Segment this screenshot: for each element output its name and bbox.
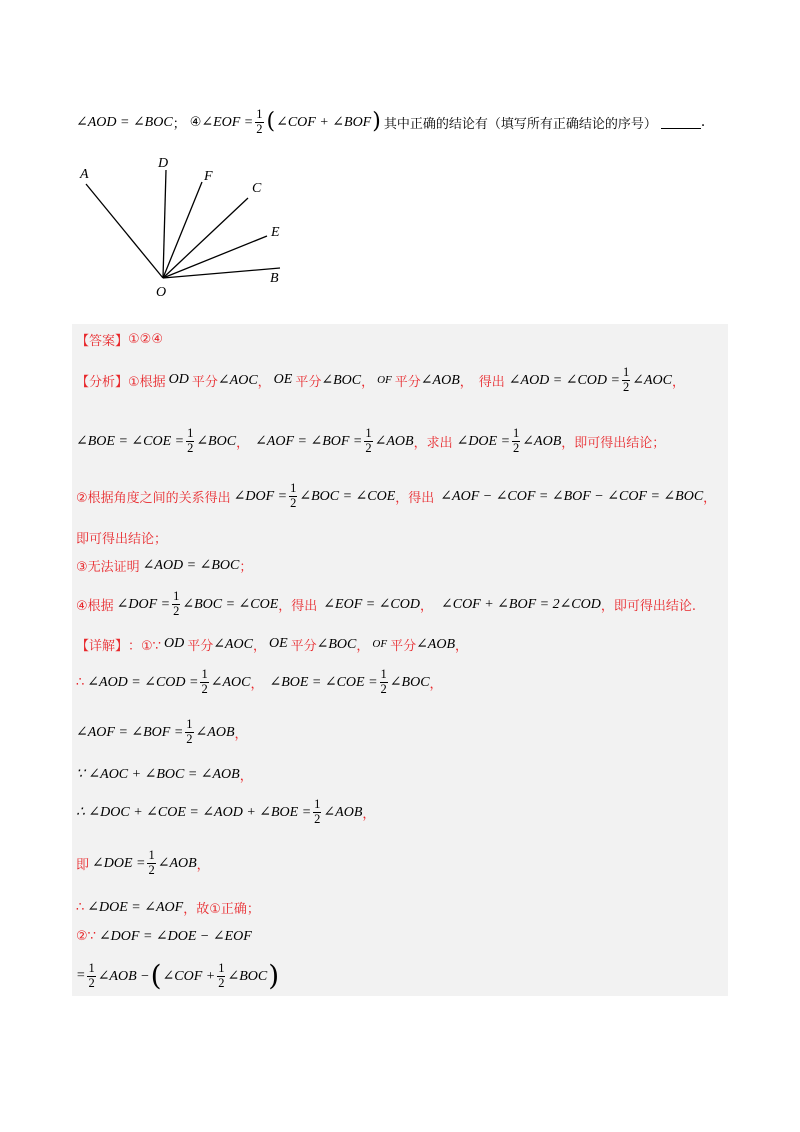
fraction-half: $\frac{1}{2}$ — [201, 667, 208, 696]
angle-aoc: ∠AOC — [213, 636, 253, 652]
equation: ∵ ∠AOC + ∠BOC = ∠AOB — [76, 766, 240, 782]
eq-aod-boc: ∠AOD = ∠BOC — [76, 114, 173, 130]
detail-line-5 — [76, 794, 375, 830]
comma: ， — [236, 435, 250, 451]
comma: ， — [257, 374, 271, 390]
fraction-half: $\frac{1}{2}$ — [186, 717, 193, 746]
ray-od — [163, 170, 166, 278]
derive-text: 得出 — [478, 374, 505, 390]
because-text: ②∵ — [76, 928, 96, 944]
comma: ， — [250, 676, 264, 692]
conclusion-text: ，即可得出结论； — [561, 435, 666, 451]
equation: ∠DOE = — [456, 433, 511, 449]
equation: ∠AOF = ∠BOF = — [76, 724, 184, 740]
analysis-text: ④根据 — [76, 598, 114, 614]
angle-aob: ∠AOB — [416, 636, 456, 652]
equation: ∠DOF = — [116, 596, 171, 612]
equation-tail: ∠BOC = ∠COE — [299, 488, 396, 504]
equals-sign: = — [76, 968, 86, 983]
item4-label: ④ — [189, 114, 202, 130]
equation-tail: ∠BOC — [227, 968, 268, 984]
ray-of-label: OF — [372, 638, 388, 650]
fraction-half: $\frac{1}{2}$ — [365, 426, 372, 455]
comma: ， — [362, 806, 376, 822]
equation-tail: ∠AOC — [210, 674, 251, 690]
analysis-line-2 — [76, 423, 665, 459]
equation: ∠AOF = ∠BOF = — [255, 433, 363, 449]
angle-figure — [70, 150, 300, 300]
right-paren: ) — [268, 959, 280, 992]
equation-tail: ∠AOB — [157, 855, 197, 871]
label-f: F — [204, 169, 213, 184]
ray-ob — [163, 268, 280, 278]
equation: ∠AOB − — [97, 968, 150, 984]
therefore-symbol: ∴ — [76, 674, 85, 690]
fraction-half: $\frac{1}{2}$ — [218, 961, 225, 990]
analysis-line-6 — [76, 586, 696, 622]
label-c: C — [252, 181, 262, 196]
bisect-text: 平分 — [390, 638, 417, 654]
question-tail: 其中正确的结论有（填写所有正确结论的序号） — [383, 116, 657, 132]
fraction-half: $\frac{1}{2}$ — [314, 797, 321, 826]
label-d: D — [158, 156, 169, 171]
comma: ， — [419, 598, 433, 614]
label-o: O — [156, 285, 167, 300]
equation-tail: ∠AOB — [522, 433, 562, 449]
fraction-half: $\frac{1}{2}$ — [290, 481, 297, 510]
left-paren: ( — [150, 959, 162, 992]
ray-of-label: OF — [377, 374, 392, 386]
comma: ， — [429, 676, 443, 692]
equation: ∠AOD = ∠BOC — [142, 557, 240, 573]
fraction-half: $\frac{1}{2}$ — [148, 848, 155, 877]
comma: ， — [196, 857, 210, 873]
ray-oe-label: OE — [268, 636, 288, 651]
bisect-text: 平分 — [295, 374, 322, 390]
equation-tail: ∠AOB — [195, 724, 235, 740]
equation-tail: ∠BOC — [389, 674, 430, 690]
analysis-line-3 — [76, 478, 716, 514]
bisect-text: 平分 — [191, 374, 218, 390]
equation: ∠DOE = ∠AOF — [87, 899, 184, 915]
ray-od-label: OD — [168, 372, 189, 387]
fraction-half: $\frac{1}{2}$ — [256, 107, 263, 136]
equation: ∠EOF = ∠COD — [323, 596, 420, 612]
fraction-half: $\frac{1}{2}$ — [513, 426, 520, 455]
label-b: B — [270, 271, 279, 286]
comma: ， — [252, 638, 266, 654]
bisect-text: 平分 — [187, 638, 214, 654]
equation: ∴ ∠DOC + ∠COE = ∠AOD + ∠BOE = — [76, 804, 312, 820]
angle-aob: ∠AOB — [420, 372, 460, 388]
comma: ， — [361, 374, 375, 390]
left-paren: ( — [266, 109, 276, 134]
equation: ∠AOD = ∠COD = — [87, 674, 199, 690]
detail-line-1 — [76, 633, 468, 655]
answer-value: ①②④ — [128, 331, 163, 347]
derive-text: ，得出 — [395, 490, 435, 506]
detail-line-8 — [76, 925, 252, 947]
equation-tail: ∠AOB — [323, 804, 363, 820]
item4-lhs: ∠EOF = — [201, 114, 254, 130]
conclusion-text: 即可得出结论； — [76, 531, 168, 547]
equation: ∠DOF = ∠DOE − ∠EOF — [98, 928, 252, 944]
equation: ∠COF + — [162, 968, 216, 984]
detail-line-2 — [76, 664, 443, 700]
fraction-half: $\frac{1}{2}$ — [88, 961, 95, 990]
equation-tail: ∠BOC = ∠COE — [182, 596, 279, 612]
equation: ∠COF + ∠BOF = 2∠COD — [441, 596, 601, 612]
separator: ； — [172, 116, 186, 132]
analysis-line-1 — [76, 362, 685, 398]
conclusion-text: ，即可得出结论. — [600, 598, 696, 614]
item4-rhs: ∠COF + ∠BOF — [276, 114, 372, 130]
question-period: . — [700, 114, 706, 130]
analysis-line-4 — [76, 527, 167, 547]
therefore-symbol: ∴ — [76, 899, 85, 915]
ray-oe-label: OE — [273, 372, 293, 387]
bisect-text: 平分 — [394, 374, 421, 390]
analysis-text: ①根据 — [128, 374, 166, 390]
equation-tail: ∠BOC — [196, 433, 237, 449]
comma: ， — [703, 490, 717, 506]
equation-tail: ∠AOC — [632, 372, 672, 388]
comma: ， — [455, 638, 469, 654]
label-e: E — [271, 225, 280, 240]
detail-line-9 — [76, 956, 280, 996]
comma: ， — [459, 374, 473, 390]
derive-text: ，求出 — [413, 435, 453, 451]
fraction-half: $\frac{1}{2}$ — [380, 667, 387, 696]
analysis-line-5 — [76, 554, 252, 576]
equation: ∠AOF − ∠COF = ∠BOF − ∠COF = ∠BOC — [440, 488, 704, 504]
question-line — [76, 104, 705, 140]
fraction-half: $\frac{1}{2}$ — [187, 426, 194, 455]
equation: ∠BOE = ∠COE = — [76, 433, 185, 449]
analysis-text: ②根据角度之间的关系得出 — [76, 490, 231, 506]
detail-tag: 【详解】 — [76, 638, 129, 654]
fraction-half: $\frac{1}{2}$ — [173, 589, 180, 618]
ray-oe — [163, 236, 267, 278]
semicolon: ； — [239, 559, 253, 575]
detail-line-6 — [76, 845, 210, 881]
ray-od-label: OD — [163, 636, 185, 651]
comma: ， — [671, 374, 685, 390]
angle-boc: ∠BOC — [321, 372, 362, 388]
comma: ， — [234, 726, 248, 742]
conclusion-text: ，故①正确； — [183, 901, 260, 917]
equation: ∠DOE = — [92, 855, 146, 871]
equation-tail: ∠AOB — [374, 433, 414, 449]
label-a: A — [80, 167, 89, 182]
ray-oa — [86, 184, 163, 278]
answer-blank — [661, 115, 701, 129]
comma: ， — [239, 768, 253, 784]
detail-line-3 — [76, 714, 248, 750]
comma: ， — [356, 638, 370, 654]
detail-line-7 — [76, 896, 260, 918]
bisect-text: 平分 — [290, 638, 317, 654]
answer-line — [76, 329, 163, 349]
angle-boc: ∠BOC — [316, 636, 357, 652]
equation: ∠AOD = ∠COD = — [508, 372, 620, 388]
ray-of — [163, 182, 202, 278]
derive-text: ，得出 — [278, 598, 318, 614]
equation: ∠DOF = — [233, 488, 288, 504]
answer-tag: 【答案】 — [76, 333, 129, 349]
fraction-half: $\frac{1}{2}$ — [622, 365, 630, 394]
right-paren: ) — [372, 109, 381, 134]
because-text: ：①∵ — [128, 638, 161, 654]
analysis-text: ③无法证明 — [76, 559, 140, 575]
ray-oc — [163, 198, 248, 278]
equation: ∠BOE = ∠COE = — [269, 674, 378, 690]
analysis-tag: 【分析】 — [76, 374, 129, 390]
namely-text: 即 — [76, 857, 90, 873]
detail-line-4 — [76, 763, 253, 785]
angle-aoc: ∠AOC — [217, 372, 258, 388]
